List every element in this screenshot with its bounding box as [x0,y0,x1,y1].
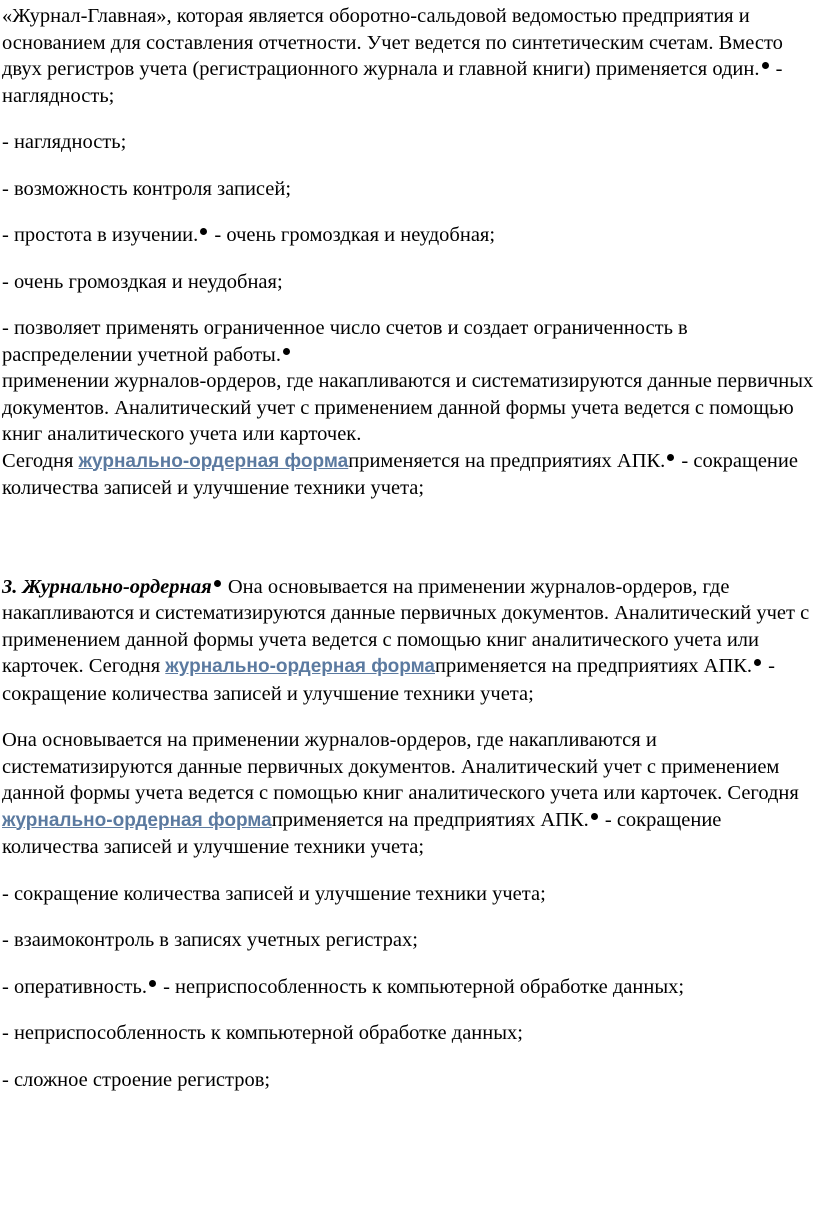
bullet-icon [591,813,598,820]
paragraph-based [2,727,814,861]
paragraph-journals: применении журналов-ордеров, где накапливаются и систематизируются данные первичных документов. Аналитический учет с применением данной формы учета ведется с помощью книг аналитического учета или карточек. [2,370,814,445]
list-item: - очень громоздкая и неудобная; [2,270,283,293]
paragraph-text: - наглядность; [2,58,783,107]
bullet-icon [149,980,156,987]
list-item [2,222,814,249]
list-item [2,974,814,1001]
list-item [2,315,814,368]
paragraph-journal-main [2,3,814,109]
paragraph-text: применяется на предприятиях АПК. [271,808,589,831]
paragraph-text: применяется на предприятиях АПК. [348,449,666,472]
list-item: - возможность контроля записей; [2,177,292,200]
paragraph-text: Она основывается на применении журналов-ордеров, где накапливаются и систематизируются данные первичных документов. Аналитический учет с применением данной формы учета ведется с помощью книг аналитического учета или карточек. Сегодня [2,575,810,677]
paragraph-text: Она основывается на применении журналов-ордеров, где накапливаются и систематизируются данные первичных документов. Аналитический учет с применением данной формы учета ведется с помощью книг аналитического учета или карточек. Сегодня [2,729,799,804]
section-3-paragraph [2,574,814,708]
list-item: - сокращение количества записей и улучшение техники учета; [2,882,546,905]
list-item: - неприспособленность к компьютерной обработке данных; [2,1022,523,1044]
bullet-icon [200,228,207,235]
paragraph-text: - неприспособленность к компьютерной обработке данных; [157,975,685,998]
bullet-icon [214,580,221,587]
bullet-icon [283,348,290,355]
paragraph-text: - сокращение количества записей и улучшение техники учета; [2,449,798,499]
list-item: - взаимоконтроль в записях учетных регистрах; [2,929,418,951]
paragraph-text: - оперативность. [2,975,147,998]
bullet-icon [762,62,769,69]
paragraph-text: - сокращение количества записей и улучшение техники учета; [2,808,722,858]
paragraph-text: Сегодня [2,449,79,472]
paragraph-text: - простота в изучении. [2,224,199,246]
paragraph-today [2,448,814,502]
list-item: - сложное строение регистров; [2,1068,271,1091]
paragraph-text: - очень громоздкая и неудобная; [209,224,496,246]
bullet-icon [667,454,674,461]
section-heading: 3. Журнально-ордерная [2,575,212,598]
list-item: - наглядность; [2,131,127,153]
paragraph-text: применяется на предприятиях АПК. [434,655,753,677]
bullet-icon [754,659,761,666]
journal-order-form-link[interactable]: журнально-ордерная форма [165,656,435,677]
journal-order-form-link[interactable]: журнально-ордерная форма [2,809,272,831]
paragraph-text: - позволяет применять ограниченное число счетов и создает ограниченность в распределении учетной работы. [2,317,688,366]
paragraph-text: «Журнал-Главная», которая является оборотно-сальдовой ведомостью предприятия и основанием для составления отчетности. Учет ведется по синтетическим счетам. Вместо двух регистров учета (регистрационного журнала и главной книги) применяется один. [2,5,783,80]
journal-order-form-link[interactable]: журнально-ордерная форма [78,450,349,472]
paragraph-text: - сокращение количества записей и улучшение техники учета; [2,655,775,705]
